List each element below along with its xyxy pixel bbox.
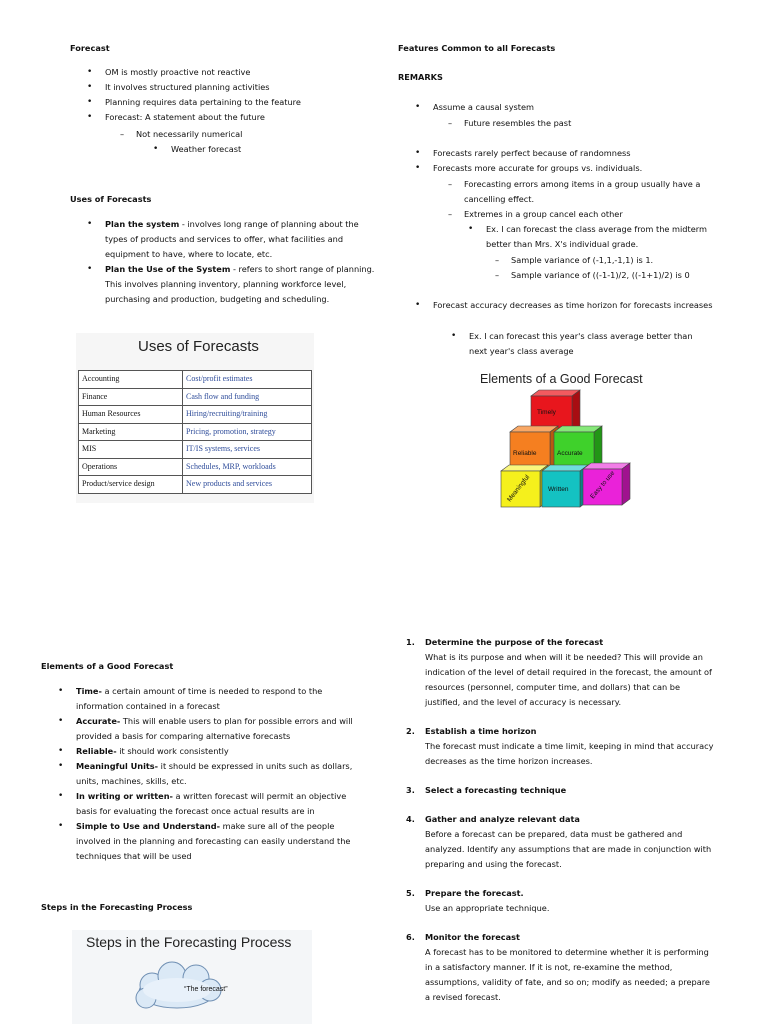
cube-label: Reliable xyxy=(513,450,537,457)
list-subitem: • Weather forecast xyxy=(171,142,241,157)
list-subitem: • Ex. I can forecast this year's class average better than next year's class average xyxy=(469,329,709,359)
list-subitem: – Not necessarily numerical xyxy=(136,127,242,142)
step-item xyxy=(406,886,715,916)
step-item xyxy=(406,635,715,710)
list-item xyxy=(76,744,356,759)
item-text: make sure all of the people involved in the planning and forecasting can easily understand the techniques that will be used xyxy=(76,821,351,861)
list-subitem: – Forecasting errors among items in a group usually have a cancelling effect. xyxy=(464,177,714,207)
item-bold: Accurate- xyxy=(76,716,121,726)
list-item: • Forecast: A statement about the future xyxy=(105,110,375,125)
item-bold: Simple to Use and Understand- xyxy=(76,821,221,831)
item-bold: Reliable- xyxy=(76,746,117,756)
table-cell: IT/IS systems, services xyxy=(183,441,312,459)
list-item xyxy=(76,759,356,789)
table-cell: Finance xyxy=(79,388,183,406)
table-cell: Pricing, promotion, strategy xyxy=(183,423,312,441)
cube-pyramid xyxy=(470,368,660,518)
steps-figure-title: Steps in the Forecasting Process xyxy=(86,934,292,950)
item-bold: Time- xyxy=(76,686,102,696)
uses-table xyxy=(78,370,312,494)
step-body: A forecast has to be monitored to determine whether it is performing in a satisfactory manner. If it is not, re-examine the method, assumptions, validity of fate, and so on; modify as needed; a prepare a revised forecast. xyxy=(425,947,710,1002)
table-cell: Hiring/recruiting/training xyxy=(183,406,312,424)
item-bold: In writing or written- xyxy=(76,791,173,801)
list-item: • Forecast accuracy decreases as time horizon for forecasts increases xyxy=(433,298,718,313)
step-number: 1. xyxy=(406,637,415,647)
list-item: • OM is mostly proactive not reactive xyxy=(105,65,375,80)
table-row xyxy=(79,476,312,494)
list-item xyxy=(105,217,377,262)
step-item xyxy=(406,724,715,769)
step-number: 2. xyxy=(406,726,415,736)
step-title: Prepare the forecast. xyxy=(425,888,524,898)
step-item xyxy=(406,930,715,1005)
cube-label: Accurate xyxy=(557,450,583,457)
remarks-heading: REMARKS xyxy=(398,72,443,82)
cube-label: Meaningful xyxy=(506,473,532,504)
uses-list xyxy=(105,217,377,307)
step-body: What is its purpose and when will it be needed? This will provide an indication of the level of detail required in the forecast, the amount of resources (personnel, computer time, and dollars) that can be justified, and the level of accuracy is necessary. xyxy=(425,652,712,707)
table-cell: Marketing xyxy=(79,423,183,441)
item-text: a written forecast will permit an objective basis for evaluating the forecast once actual results are in xyxy=(76,791,347,816)
item-text: it should be expressed in units such as dollars, units, machines, skills, etc. xyxy=(76,761,353,786)
table-cell: MIS xyxy=(79,441,183,459)
list-item xyxy=(76,789,356,819)
good-forecast-heading: Elements of a Good Forecast xyxy=(41,661,174,671)
cube-accurate xyxy=(554,426,602,469)
list-subitem: – Extremes in a group cancel each other xyxy=(464,207,623,222)
table-cell: Operations xyxy=(79,458,183,476)
forecast-list xyxy=(105,65,375,125)
item-bold: Plan the system xyxy=(105,219,180,229)
step-number: 4. xyxy=(406,814,415,824)
table-cell: Human Resources xyxy=(79,406,183,424)
list-item: • Forecasts more accurate for groups vs. individuals. xyxy=(433,161,642,176)
step-item xyxy=(406,783,715,798)
step-number: 6. xyxy=(406,932,415,942)
table-row xyxy=(79,388,312,406)
step-number: 5. xyxy=(406,888,415,898)
cube-meaningful xyxy=(501,465,548,507)
steps-list xyxy=(406,635,715,1019)
features-heading: Features Common to all Forecasts xyxy=(398,43,556,53)
cloud-graphic xyxy=(72,930,312,1024)
item-text: - refers to short range of planning. This involves planning inventory, planning workforce level, purchasing and production, budgeting and scheduling. xyxy=(105,264,375,304)
list-item: • It involves structured planning activities xyxy=(105,80,375,95)
step-title: Monitor the forecast xyxy=(425,932,520,942)
list-subitem: • Ex. I can forecast the class average from the midterm better than Mrs. X's individual grade. xyxy=(486,222,708,252)
step-body: The forecast must indicate a time limit, keeping in mind that accuracy decreases as the time horizon increases. xyxy=(425,741,714,766)
good-forecast-figure xyxy=(470,368,660,518)
table-cell: Schedules, MRP, workloads xyxy=(183,458,312,476)
list-item: • Forecasts rarely perfect because of randomness xyxy=(433,146,631,161)
cube-label: Written xyxy=(548,486,569,493)
list-item xyxy=(105,262,377,307)
list-subitem: – Sample variance of (-1,1,-1,1) is 1. xyxy=(511,253,653,268)
list-item: • Planning requires data pertaining to the feature xyxy=(105,95,375,110)
table-row xyxy=(79,371,312,389)
step-number: 3. xyxy=(406,785,415,795)
list-item xyxy=(76,714,356,744)
table-row xyxy=(79,406,312,424)
step-title: Gather and analyze relevant data xyxy=(425,814,580,824)
table-row xyxy=(79,441,312,459)
table-cell: Product/service design xyxy=(79,476,183,494)
step-title: Select a forecasting technique xyxy=(425,785,567,795)
step-title: Determine the purpose of the forecast xyxy=(425,637,604,647)
steps-heading: Steps in the Forecasting Process xyxy=(41,902,193,912)
list-subitem: – Sample variance of ((-1-1)/2, ((-1+1)/2) is 0 xyxy=(511,268,690,283)
table-cell: Accounting xyxy=(79,371,183,389)
item-bold: Plan the Use of the System xyxy=(105,264,231,274)
cube-written xyxy=(542,465,588,507)
steps-figure xyxy=(72,930,312,1024)
uses-figure xyxy=(76,333,314,503)
item-text: This will enable users to plan for possible errors and will provided a basis for comparing alternative forecasts xyxy=(76,716,353,741)
item-text: a certain amount of time is needed to respond to the information contained in a forecast xyxy=(76,686,323,711)
uses-figure-title: Uses of Forecasts xyxy=(138,338,259,355)
list-item: • Assume a causal system xyxy=(433,100,534,115)
cube-label: Easy to use xyxy=(589,469,617,501)
good-figure-title: Elements of a Good Forecast xyxy=(480,372,643,386)
item-text: it should work consistently xyxy=(116,746,229,756)
item-text: - involves long range of planning about the types of products and services to offer, what facilities and equipment to have, where to locate, etc. xyxy=(105,219,359,259)
cube-easy-to-use xyxy=(583,463,630,505)
good-forecast-list xyxy=(76,684,356,864)
table-row xyxy=(79,423,312,441)
table-cell: Cost/profit estimates xyxy=(183,371,312,389)
step-item xyxy=(406,812,715,872)
table-row xyxy=(79,458,312,476)
forecast-heading: Forecast xyxy=(70,43,110,53)
table-cell: New products and services xyxy=(183,476,312,494)
cube-reliable xyxy=(510,426,558,469)
list-item xyxy=(76,819,356,864)
step-title: Establish a time horizon xyxy=(425,726,537,736)
list-subitem: – Future resembles the past xyxy=(464,116,571,131)
step-body: Before a forecast can be prepared, data must be gathered and analyzed. Identify any assumptions that are made in conjunction with preparing and using the forecast. xyxy=(425,829,712,869)
cloud-text: “The forecast” xyxy=(184,986,228,993)
list-item xyxy=(76,684,356,714)
item-bold: Meaningful Units- xyxy=(76,761,159,771)
cube-label: Timely xyxy=(537,409,556,416)
uses-heading: Uses of Forecasts xyxy=(70,194,152,204)
step-body: Use an appropriate technique. xyxy=(425,903,550,913)
table-cell: Cash flow and funding xyxy=(183,388,312,406)
